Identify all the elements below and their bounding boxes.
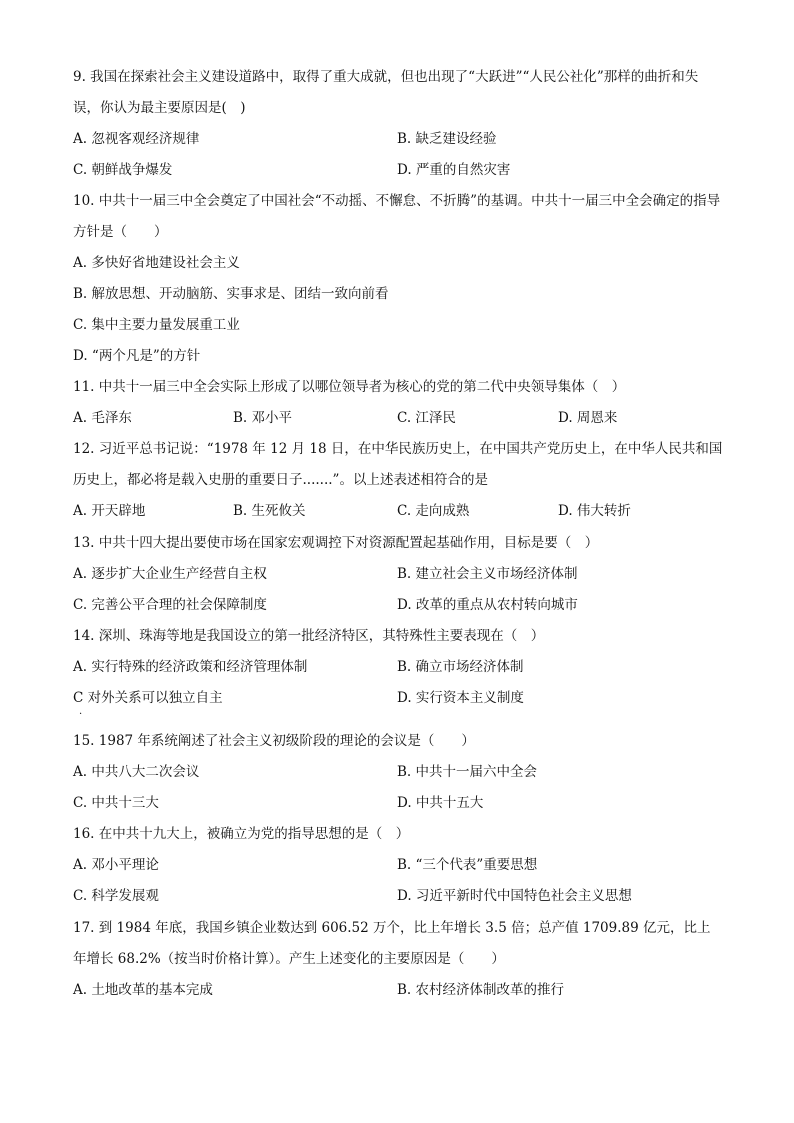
question-12 bbox=[73, 434, 723, 527]
question-stem: 12. 习近平总书记说：“1978 年 12 月 18 日，在中华民族历史上，在中国共产党历史上，在中华人民共和国历史上，都必将是载入史册的重要日子.......”。以上述表述相符合的是 bbox=[73, 441, 723, 488]
option-c: C. 朝鲜战争爆发 bbox=[73, 162, 173, 178]
stray-mark: . bbox=[79, 706, 83, 717]
option-a: A. 中共八大二次会议 bbox=[73, 764, 200, 780]
option-a: A. 土地改革的基本完成 bbox=[73, 982, 213, 998]
option-row bbox=[73, 559, 723, 590]
option-c: C. 江泽民 bbox=[397, 410, 456, 426]
option-row bbox=[73, 881, 723, 912]
option-row bbox=[73, 757, 723, 788]
option-row bbox=[73, 975, 723, 1006]
option-a: A. 毛泽东 bbox=[73, 410, 132, 426]
question-10 bbox=[73, 186, 723, 372]
option-d: D. 伟大转折 bbox=[558, 503, 631, 519]
question-13 bbox=[73, 528, 723, 621]
option-b: B. 中共十一届六中全会 bbox=[397, 764, 538, 780]
option-d: D. 周恩来 bbox=[558, 410, 618, 426]
option-c: C. 中共十三大 bbox=[73, 795, 159, 811]
option-d: D. 实行资本主义制度 bbox=[397, 690, 524, 706]
option-row bbox=[73, 124, 723, 155]
option-b: B. 缺乏建设经验 bbox=[397, 131, 497, 147]
option-row bbox=[73, 155, 723, 186]
question-stem: 9. 我国在探索社会主义建设道路中，取得了重大成就，但也出现了“大跃进”“人民公社化”那样的曲折和失误，你认为最主要原因是( ) bbox=[73, 69, 699, 116]
option-a: A. 邓小平理论 bbox=[73, 857, 159, 873]
question-stem: 14. 深圳、珠海等地是我国设立的第一批经济特区，其特殊性主要表现在（ ） bbox=[73, 628, 545, 644]
option-row bbox=[73, 496, 723, 527]
option-c: C. 走向成熟 bbox=[397, 503, 470, 519]
question-stem: 16. 在中共十九大上，被确立为党的指导思想的是（ ） bbox=[73, 826, 410, 842]
option-d: D. “两个凡是”的方针 bbox=[73, 348, 201, 364]
option-a: A. 开天辟地 bbox=[73, 503, 146, 519]
option-row bbox=[73, 341, 723, 372]
option-c: C 对外关系可以独立自主 bbox=[73, 690, 223, 706]
option-row bbox=[73, 788, 723, 819]
option-row bbox=[73, 652, 723, 683]
option-a: A. 多快好省地建设社会主义 bbox=[73, 255, 240, 271]
option-row bbox=[73, 590, 723, 621]
option-b: B. 农村经济体制改革的推行 bbox=[397, 982, 565, 998]
option-b: B. 解放思想、开动脑筋、实事求是、团结一致向前看 bbox=[73, 286, 389, 302]
option-d: D. 改革的重点从农村转向城市 bbox=[397, 597, 578, 613]
question-stem: 10. 中共十一届三中全会奠定了中国社会“不动摇、不懈怠、不折腾”的基调。中共十一届三中全会确定的指导方针是（ ） bbox=[73, 193, 721, 240]
option-row bbox=[73, 248, 723, 279]
option-d: D. 严重的自然灾害 bbox=[397, 162, 511, 178]
option-d: D. 习近平新时代中国特色社会主义思想 bbox=[397, 888, 632, 904]
question-16 bbox=[73, 819, 723, 912]
option-a: A. 逐步扩大企业生产经营自主权 bbox=[73, 566, 267, 582]
option-row bbox=[73, 403, 723, 434]
option-row bbox=[73, 279, 723, 310]
option-row bbox=[73, 310, 723, 341]
option-a: A. 实行特殊的经济政策和经济管理体制 bbox=[73, 659, 308, 675]
option-c: C. 科学发展观 bbox=[73, 888, 159, 904]
question-11 bbox=[73, 372, 723, 434]
question-stem: 15. 1987 年系统阐述了社会主义初级阶段的理论的会议是（ ） bbox=[73, 733, 475, 749]
option-b: B. 确立市场经济体制 bbox=[397, 659, 524, 675]
option-b: B. 建立社会主义市场经济体制 bbox=[397, 566, 578, 582]
option-a: A. 忽视客观经济规律 bbox=[73, 131, 200, 147]
option-d: D. 中共十五大 bbox=[397, 795, 484, 811]
option-c: C. 集中主要力量发展重工业 bbox=[73, 317, 240, 333]
option-b: B. “三个代表”重要思想 bbox=[397, 857, 538, 873]
option-row bbox=[73, 683, 723, 714]
option-b: B. 生死攸关 bbox=[233, 503, 306, 519]
question-14 bbox=[73, 621, 723, 714]
question-9 bbox=[73, 62, 723, 186]
question-stem: 13. 中共十四大提出要使市场在国家宏观调控下对资源配置起基础作用，目标是要（ ） bbox=[73, 535, 599, 551]
question-stem: 17. 到 1984 年底，我国乡镇企业数达到 606.52 万个，比上年增长 3.5 倍；总产值 1709.89 亿元，比上年增长 68.2%（按当时价格计算）。产生上述变化的主要原因是（ ） bbox=[73, 920, 711, 967]
question-stem: 11. 中共十一届三中全会实际上形成了以哪位领导者为核心的党的第二代中央领导集体（ ） bbox=[73, 379, 626, 395]
option-row bbox=[73, 850, 723, 881]
option-c: C. 完善公平合理的社会保障制度 bbox=[73, 597, 267, 613]
option-b: B. 邓小平 bbox=[233, 410, 293, 426]
question-17 bbox=[73, 913, 723, 1006]
question-15 bbox=[73, 726, 723, 819]
